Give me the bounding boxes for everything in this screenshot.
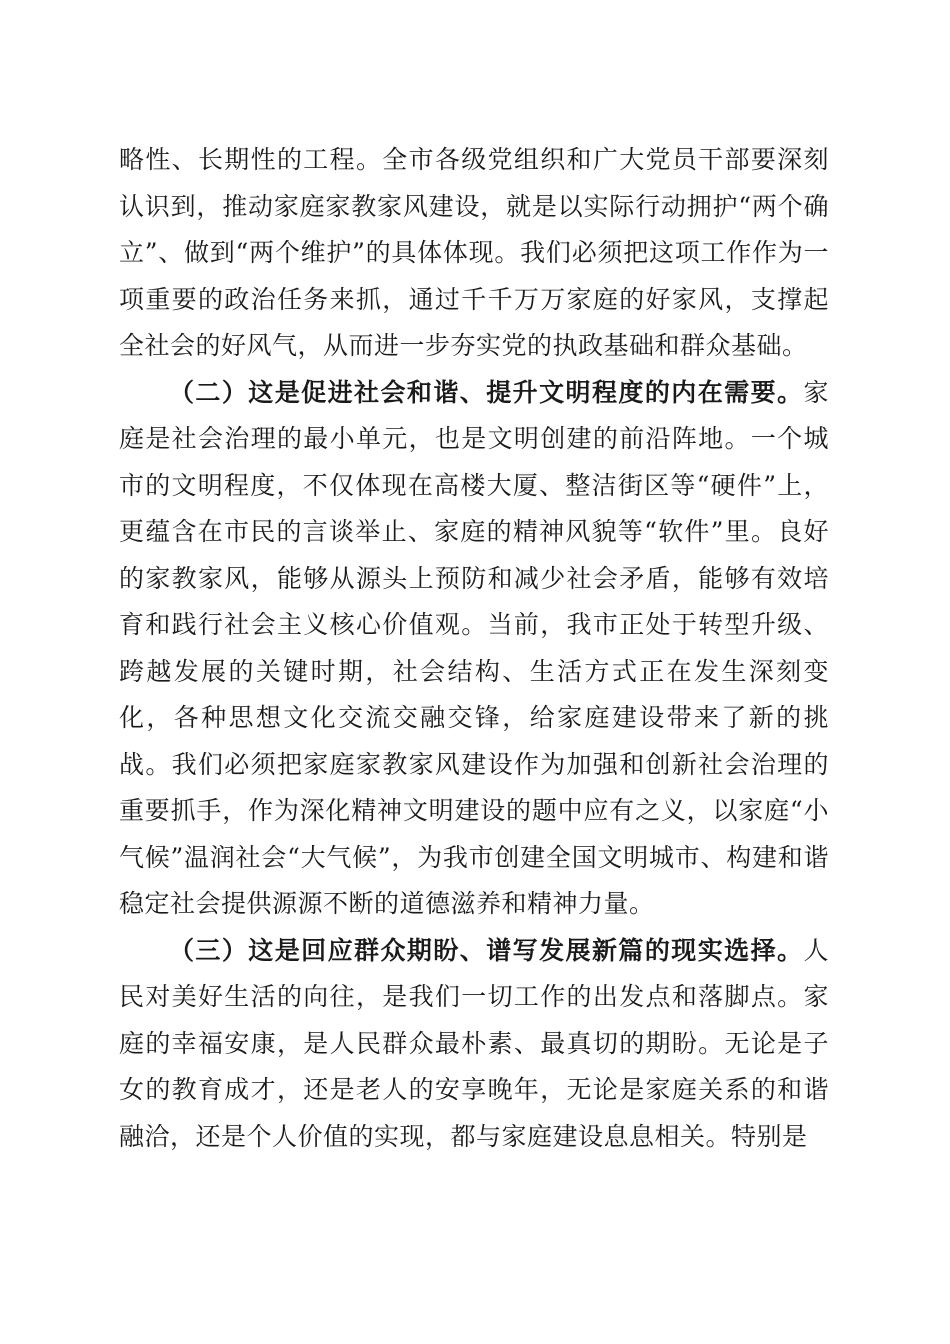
paragraph-section-3 [119, 928, 829, 1161]
paragraph-2-heading: （二）这是促进社会和谐、提升文明程度的内在需要。 [169, 377, 804, 407]
paragraph-continuation [119, 137, 829, 370]
paragraph-1-text: 略性、长期性的工程。全市各级党组织和广大党员干部要深刻认识到，推动家庭家教家风建设，就是以实际行动拥护“两个确立”、做到“两个维护”的具体体现。我们必须把这项工作作为一项重要的政治任务来抓，通过千千万万家庭的好家风，支撑起全社会的好风气，从而进一步夯实党的执政基础和群众基础。 [119, 145, 829, 360]
paragraph-2-text: 家庭是社会治理的最小单元，也是文明创建的前沿阵地。一个城市的文明程度，不仅体现在高楼大厦、整洁街区等“硬件”上，更蕴含在市民的言谈举止、家庭的精神风貌等“软件”里。良好的家教家风，能够从源头上预防和减少社会矛盾，能够有效培育和践行社会主义核心价值观。当前，我市正处于转型升级、跨越发展的关键时期，社会结构、生活方式正在发生深刻变化，各种思想文化交流交融交锋，给家庭建设带来了新的挑战。我们必须把家庭家教家风建设作为加强和创新社会治理的重要抓手，作为深化精神文明建设的题中应有之义，以家庭“小气候”温润社会“大气候”，为我市创建全国文明城市、构建和谐稳定社会提供源源不断的道德滋养和精神力量。 [119, 377, 829, 918]
paragraph-3-heading: （三）这是回应群众期盼、谱写发展新篇的现实选择。 [169, 935, 804, 965]
paragraph-section-2 [119, 370, 829, 928]
document-body [119, 137, 829, 1160]
paragraph-3-text: 人民对美好生活的向往，是我们一切工作的出发点和落脚点。家庭的幸福安康，是人民群众最朴素、最真切的期盼。无论是子女的教育成才，还是老人的安享晚年，无论是家庭关系的和谐融洽，还是个人价值的实现，都与家庭建设息息相关。特别是 [119, 935, 829, 1151]
